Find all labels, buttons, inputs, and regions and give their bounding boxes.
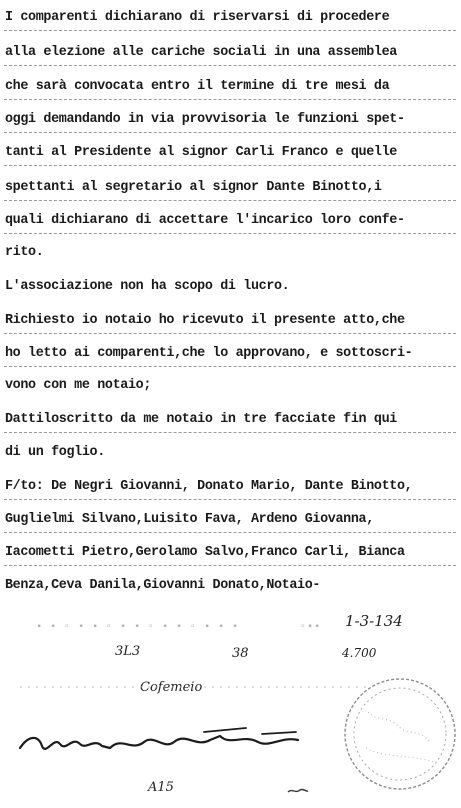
line-rule [4, 233, 456, 234]
dotted-rule [20, 682, 370, 692]
text-line: quali dichiarano di accettare l'incarico loro confe- [5, 213, 405, 228]
handwritten-initials: A15 [148, 780, 174, 795]
text-line: Guglielmi Silvano,Luisito Fava, Ardeno Giovanna, [5, 512, 374, 527]
text-line: Dattiloscritto da me notaio in tre facciate fin qui [5, 412, 397, 427]
text-line: F/to: De Negri Giovanni, Donato Mario, Dante Binotto, [5, 479, 413, 494]
line-rule [4, 132, 456, 133]
line-rule [4, 366, 456, 367]
text-line: che sarà convocata entro il termine di tre mesi da [5, 79, 390, 94]
text-line: oggi demandando in via provvisoria le funzioni spet- [5, 112, 405, 127]
text-line: tanti al Presidente al signor Carli Franco e quelle [5, 145, 397, 160]
handwritten-number: 4.700 [342, 646, 377, 660]
line-rule [4, 65, 456, 66]
text-line: rito. [5, 245, 44, 260]
line-rule [4, 30, 456, 31]
handwritten-date: 1-3-134 [345, 612, 403, 630]
line-rule [4, 333, 456, 334]
text-line: Benza,Ceva Danila,Giovanni Donato,Notaio- [5, 578, 321, 593]
text-line: L'associazione non ha scopo di lucro. [5, 279, 290, 294]
ink-squiggle [286, 786, 310, 796]
notary-signature [14, 706, 314, 766]
text-line: Iacometti Pietro,Gerolamo Salvo,Franco Carli, Bianca [5, 545, 405, 560]
notary-seal-icon [338, 672, 460, 794]
line-rule [4, 565, 456, 566]
registration-annotations [0, 610, 461, 808]
text-line: I comparenti dichiarano di riservarsi di procedere [5, 10, 390, 25]
line-rule [4, 165, 456, 166]
handwritten-number: 38 [232, 646, 249, 661]
line-rule [4, 532, 456, 533]
line-rule [4, 499, 456, 500]
line-rule [4, 200, 456, 201]
text-line: Richiesto io notaio ho ricevuto il presente atto,che [5, 313, 405, 328]
faded-stamp-text: ▪ ▪ ▫ ▪ ▪ ▫ ▪ ▪ ▫ ▪ ▪ ▫ ▪ ▪ ▪ [36, 622, 240, 633]
handwritten-note: Cofemeio [140, 680, 203, 695]
text-line: spettanti al segretario al signor Dante Binotto,i [5, 180, 382, 195]
text-line: ho letto ai comparenti,che lo approvano, e sottoscri- [5, 346, 413, 361]
faded-stamp-text: ▫▪▪ [300, 622, 322, 633]
text-line: vono con me notaio; [5, 378, 152, 393]
handwritten-number: 3L3 [115, 644, 141, 659]
line-rule [4, 432, 456, 433]
text-line: alla elezione alle cariche sociali in una assemblea [5, 45, 397, 60]
line-rule [4, 99, 456, 100]
text-line: di un foglio. [5, 445, 105, 460]
